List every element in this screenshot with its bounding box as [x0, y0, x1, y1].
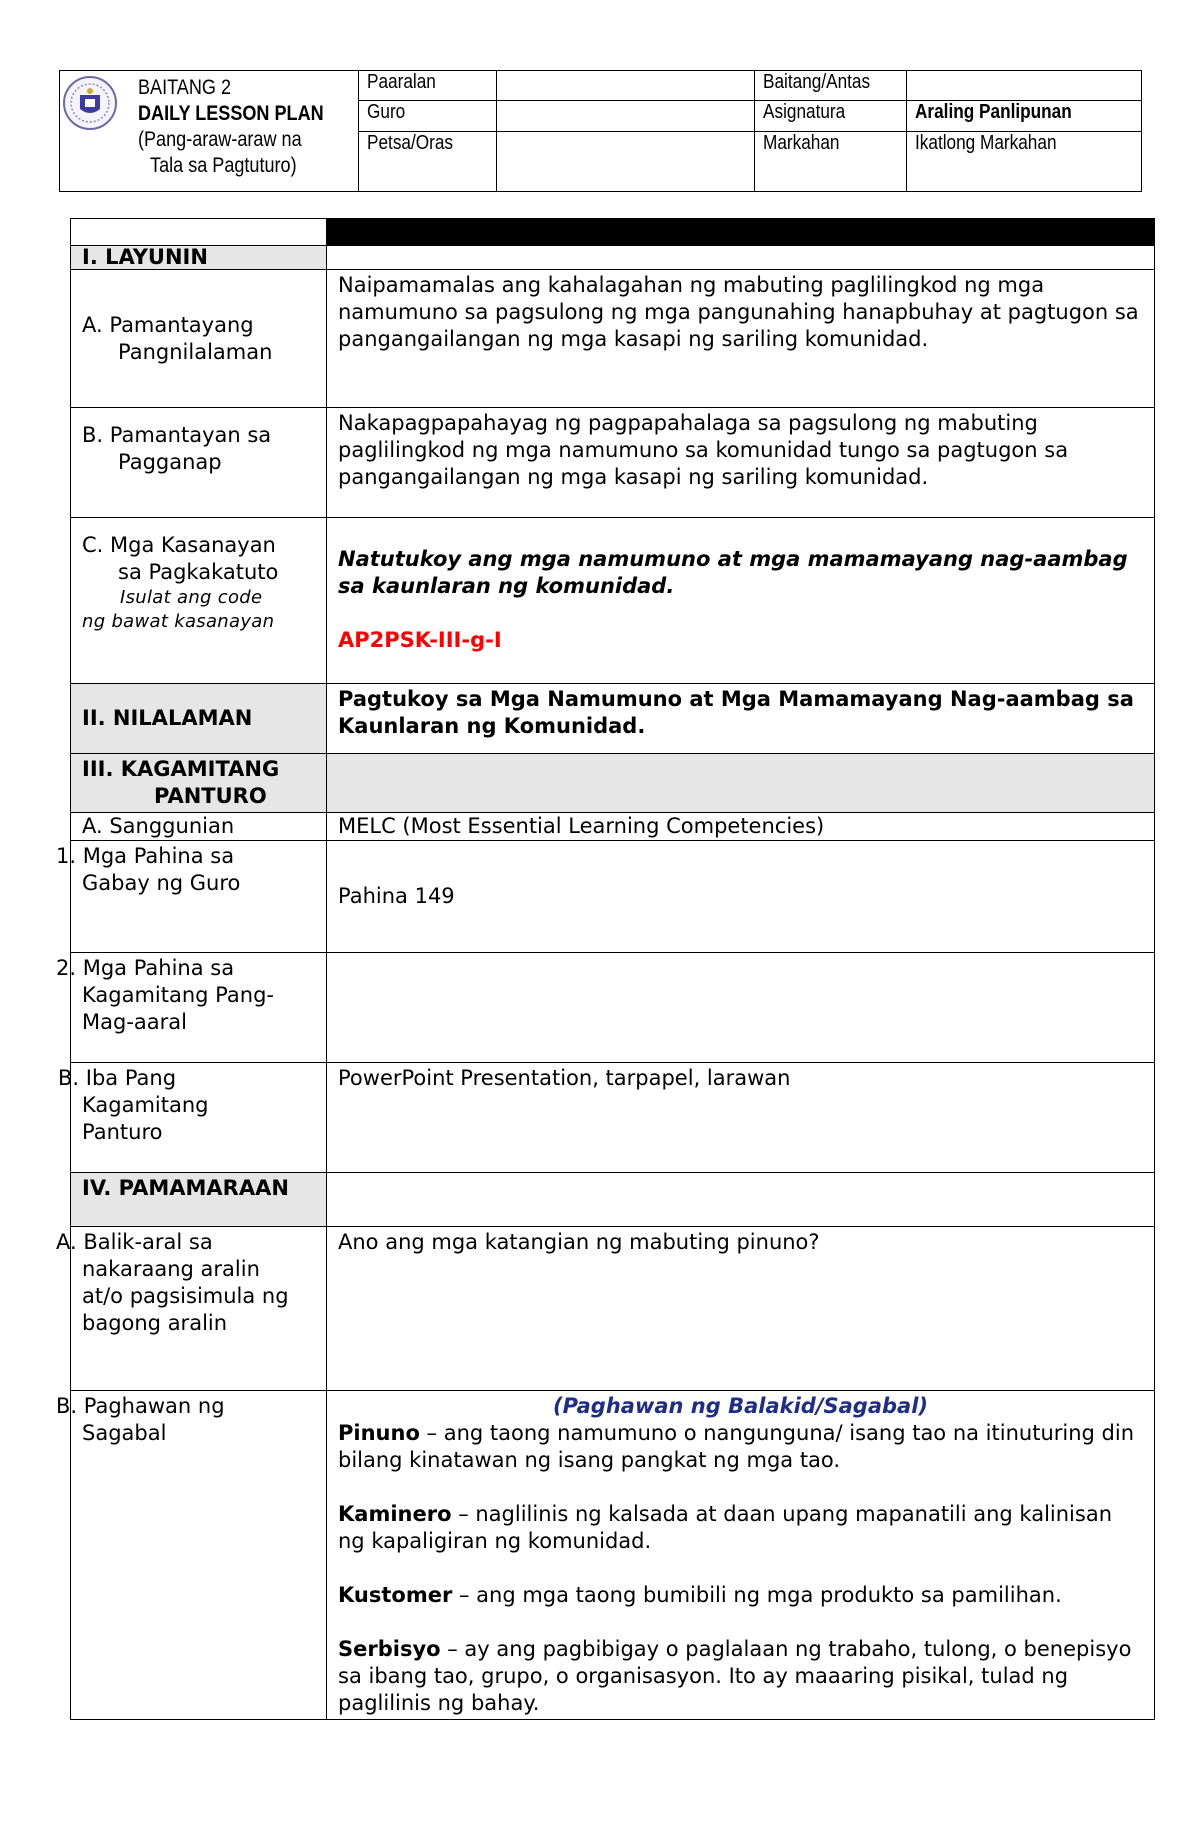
row-content: [327, 1391, 1155, 1720]
row-content: PowerPoint Presentation, tarpapel, larawan: [327, 1063, 1155, 1173]
section-layunin: [71, 246, 1155, 270]
row-label: C. Mga Kasanayan sa Pagkakatuto Isulat ang code ng bawat kasanayan: [71, 518, 327, 684]
term-entry: Kustomer – ang mga taong bumibili ng mga produkto sa pamilihan.: [338, 1583, 1062, 1607]
row-content: Nakapagpapahayag ng pagpapahalaga sa pagsulong ng mabuting paglilingkod ng mga namumuno sa komunidad tungo sa pagtugon sa pangangailangan ng mga kasapi ng sariling komunidad.: [327, 408, 1155, 518]
header-label-baitang: Baitang/Antas: [755, 71, 907, 101]
lesson-plan-table: [56, 218, 1155, 1720]
plan-subtitle-1: (Pang-araw-araw na: [138, 128, 302, 151]
row-pamantayan-pagganap: [71, 408, 1155, 518]
row-iba-pang-kagamitan: [71, 1063, 1155, 1173]
row-gabay-guro: [71, 841, 1155, 953]
row-content: MELC (Most Essential Learning Competencies): [327, 813, 1155, 841]
header-value-petsa: [497, 131, 755, 192]
row-kasanayan: [71, 518, 1155, 684]
header-label-markahan: Markahan: [755, 131, 907, 192]
row-content: Ano ang mga katangian ng mabuting pinuno?: [327, 1227, 1155, 1391]
paghawan-title: (Paghawan ng Balakid/Sagabal): [552, 1394, 928, 1418]
row-sanggunian: [71, 813, 1155, 841]
competency-text: Natutukoy ang mga namumuno at mga mamamayang nag-aambag sa kaunlaran ng komunidad.: [338, 547, 1128, 598]
section-title: III. KAGAMITANG PANTURO: [71, 754, 327, 813]
row-label: 1. Mga Pahina sa Gabay ng Guro: [71, 841, 327, 953]
section-title: II. NILALAMAN: [71, 684, 327, 754]
term-entry: Serbisyo – ay ang pagbibigay o paglalaan ng trabaho, tulong, o benepisyo sa ibang tao, grupo, o organisasyon. Ito ay maaaring pisikal, tulad ng paglilinis ng bahay.: [338, 1637, 1132, 1715]
row-content: Pahina 149: [327, 841, 1155, 953]
header-value-markahan: Ikatlong Markahan: [907, 131, 1142, 192]
section-title: IV. PAMAMARAAN: [71, 1173, 327, 1227]
row-label: 2. Mga Pahina sa Kagamitang Pang-Mag-aaral: [71, 953, 327, 1063]
deped-seal-icon: [62, 75, 118, 131]
row-nilalaman: [71, 684, 1155, 754]
section-title: I. LAYUNIN: [71, 246, 327, 270]
term-entry: Pinuno – ang taong namumuno o nangunguna/ isang tao na itinuturing din bilang kinatawan ng isang pangkat ng mga tao.: [338, 1421, 1135, 1472]
plan-title: DAILY LESSON PLAN: [138, 102, 324, 125]
header-label-paaralan: Paaralan: [359, 71, 497, 101]
header-label-guro: Guro: [359, 101, 497, 131]
row-label: B. Pamantayan sa Pagganap: [71, 408, 327, 518]
section-kagamitan: [71, 754, 1155, 813]
header-value-asignatura: Araling Panlipunan: [907, 101, 1142, 131]
row-content: [327, 518, 1155, 684]
row-content: Pagtukoy sa Mga Namumuno at Mga Mamamayang Nag-aambag sa Kaunlaran ng Komunidad.: [327, 684, 1155, 754]
header-label-petsa: Petsa/Oras: [359, 131, 497, 192]
section-pamamaraan: [71, 1173, 1155, 1227]
plan-subtitle-2: Tala sa Pagtuturo): [150, 154, 297, 177]
header-title-cell: [60, 71, 359, 192]
term-entry: Kaminero – naglilinis ng kalsada at daan upang mapanatili ang kalinisan ng kapaligiran ng komunidad.: [338, 1502, 1113, 1553]
table-top-band: [71, 219, 1155, 246]
row-label: B. Paghawan ng Sagabal: [71, 1391, 327, 1720]
row-content: Naipamamalas ang kahalagahan ng mabuting paglilingkod ng mga namumuno sa pagsulong ng mga pangunahing hanapbuhay at pagtugon sa pangangailangan ng mga kasapi ng sariling komunidad.: [327, 270, 1155, 408]
row-label: A. Sanggunian: [71, 813, 327, 841]
competency-code: AP2PSK-III-g-I: [338, 628, 502, 652]
header-value-guro: [497, 101, 755, 131]
row-pamantayang-pangnilalaman: [71, 270, 1155, 408]
header-value-baitang: [907, 71, 1142, 101]
header-value-paaralan: [497, 71, 755, 101]
row-label: A. Balik-aral sa nakaraang aralin at/o pagsisimula ng bagong aralin: [71, 1227, 327, 1391]
row-balik-aral: [71, 1227, 1155, 1391]
row-label: B. Iba Pang Kagamitang Panturo: [71, 1063, 327, 1173]
row-paghawan: [71, 1391, 1155, 1720]
header-table: [59, 70, 1142, 192]
row-label: A. Pamantayang Pangnilalaman: [71, 270, 327, 408]
grade-line: BAITANG 2: [138, 76, 232, 99]
header-label-asignatura: Asignatura: [755, 101, 907, 131]
row-kagamitang-mag-aaral: [71, 953, 1155, 1063]
